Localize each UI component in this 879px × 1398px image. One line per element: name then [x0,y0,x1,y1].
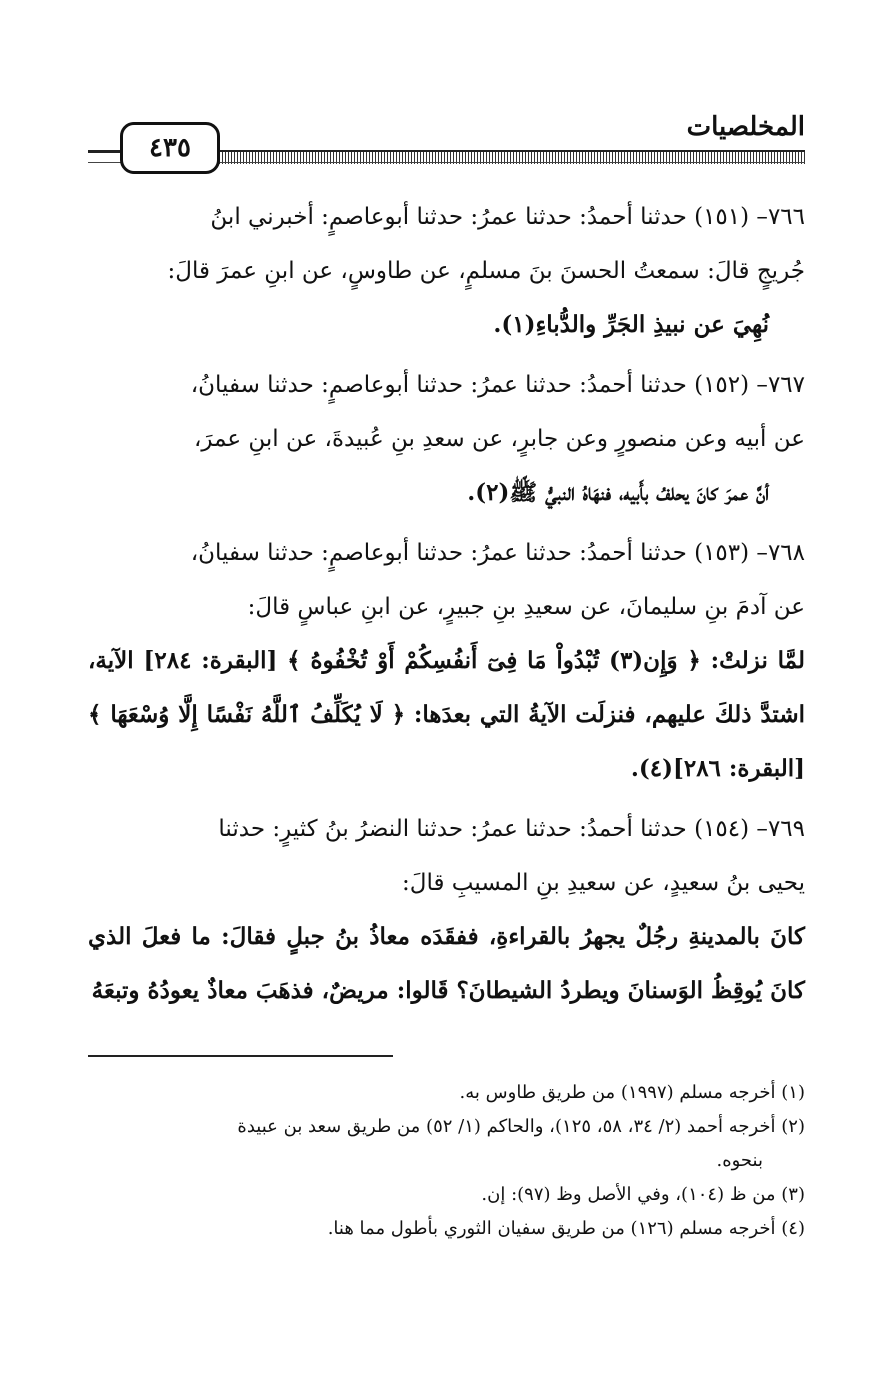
footnote: (٤) أخرجه مسلم (١٢٦) من طريق سفيان الثوري بأطول مما هنا. [327,1218,805,1239]
footnote-separator [88,1055,393,1057]
hadith-matn: كانَ بالمدينةِ رجُلٌ يجهرُ بالقراءةِ، ففقَدَه معاذُ بنُ جبلٍ فقالَ: ما فعلَ الذي كانَ يُوقِظُ الوَسنانَ ويطردُ الشيطانَ؟ قَالوا: مريضٌ، فذهَبَ معاذٌ يعودُهُ وتبعَهُ [88,923,805,1004]
footnote-continuation: بنحوه. [716,1150,763,1171]
footnote: (٢) أخرجه أحمد (٢/ ٣٤، ٥٨، ١٢٥)، والحاكم (١/ ٥٢) من طريق سعد بن عبيدة [237,1116,805,1137]
hadith-isnad-line: ٧٦٦– (١٥١) حدثنا أحمدُ: حدثنا عمرُ: حدثنا أبوعاصمٍ: أخبرني ابنُ [210,204,805,230]
hadith-768 [88,526,805,796]
hadith-isnad-line: ٧٦٨– (١٥٣) حدثنا أحمدُ: حدثنا عمرُ: حدثنا أبوعاصمٍ: حدثنا سفيانُ، [190,540,805,566]
hadith-isnad-line: ٧٦٧– (١٥٢) حدثنا أحمدُ: حدثنا عمرُ: حدثنا أبوعاصمٍ: حدثنا سفيانُ، [190,372,805,398]
hadith-isnad-line: جُريجٍ قالَ: سمعتُ الحسنَ بنَ مسلمٍ، عن طاوسٍ، عن ابنِ عمرَ قالَ: [167,258,805,284]
hadith-769 [88,802,805,1018]
hadith-isnad-line: عن آدمَ بنِ سليمانَ، عن سعيدِ بنِ جبيرٍ، عن ابنِ عباسٍ قالَ: [247,594,805,620]
hadith-isnad-line: ٧٦٩– (١٥٤) حدثنا أحمدُ: حدثنا عمرُ: حدثنا النضرُ بنُ كثيرٍ: حدثنا [218,816,805,842]
page-header [88,112,805,172]
footnote: (٣) من ظ (١٠٤)، وفي الأصل وظ (٩٧): إن. [481,1184,805,1205]
footnote: (١) أخرجه مسلم (١٩٩٧) من طريق طاوس به. [459,1082,805,1103]
hadith-767 [88,358,805,520]
hadith-matn: أنَّ عمرَ كانَ يحلفُ بأَبيه، فنهَاهُ النبيُّ ﷺ(٢). [467,479,769,506]
page-body [88,190,805,1024]
page-number: ٤٣٥ [120,122,220,174]
book-title: المخلصيات [686,112,805,142]
hadith-766 [88,190,805,352]
hadith-matn: نُهِيَ عن نبيذِ الجَرِّ والدُّباءِ(١). [493,311,769,338]
hadith-isnad-line: عن أبيه وعن منصورٍ وعن جابرٍ، عن سعدِ بنِ عُبيدةَ، عن ابنِ عمرَ، [193,426,805,452]
footnotes [88,1076,805,1246]
hadith-isnad-line: يحيى بنُ سعيدٍ، عن سعيدِ بنِ المسيبِ قالَ: [402,870,805,896]
hadith-matn: لمَّا نزلتْ: ﴿ وَإِن(٣) تُبْدُواْ مَا فِىٓ أَنفُسِكُمْ أَوْ تُخْفُوهُ ﴾ [البقرة: ٢٨٤] الآية، اشتدَّ ذلكَ عليهم، فنزلَت الآيةُ التي بعدَها: ﴿ لَا يُكَلِّفُ ٱللَّهُ نَفْسًا إِلَّا وُسْعَهَا ﴾ [البقرة: ٢٨٦](٤). [88,647,805,782]
